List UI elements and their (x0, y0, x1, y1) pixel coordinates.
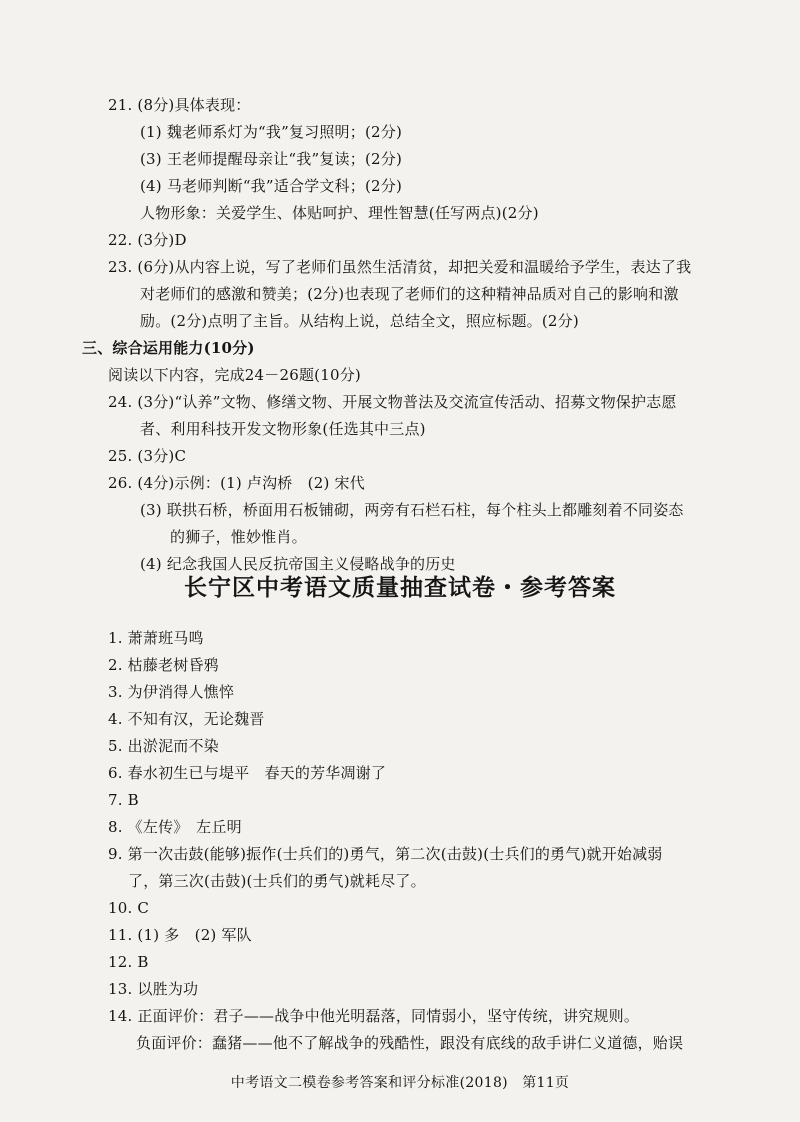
answer-5: 5. 出淤泥而不染 (108, 737, 219, 755)
answer-3: 3. 为伊消得人憔悴 (108, 683, 235, 701)
answer-1: 1. 萧萧班马鸣 (108, 629, 204, 647)
answer-6: 6. 春水初生已与堤平 春天的芳华凋谢了 (108, 764, 387, 782)
answer-8: 8. 《左传》 左丘明 (108, 818, 242, 836)
q23-line-2: 对老师们的感激和赞美；(2分)也表现了老师们的这种精神品质对自己的影响和激 (140, 285, 679, 303)
q26-item-4: (4) 纪念我国人民反抗帝国主义侵略战争的历史 (140, 555, 456, 573)
q21-item-1: (1) 魏老师系灯为“我”复习照明；(2分) (140, 123, 403, 141)
q22: 22. (3分)D (108, 231, 187, 249)
answer-2: 2. 枯藤老树昏鸦 (108, 656, 219, 674)
q25: 25. (3分)C (108, 447, 187, 465)
q24-line-1: 24. (3分)“认养”文物、修缮文物、开展文物普法及交流宣传活动、招募文物保护志愿 (108, 393, 677, 411)
q21-item-4: (4) 马老师判断“我”适合学文科；(2分) (140, 177, 403, 195)
answer-10: 10. C (108, 899, 150, 917)
answer-14-positive: 14. 正面评价：君子——战争中他光明磊落，同情弱小，坚守传统，讲究规则。 (108, 1007, 640, 1025)
q26-head: 26. (4分)示例：(1) 卢沟桥 (2) 宋代 (108, 474, 365, 492)
q26-item-3-line-1: (3) 联拱石桥，桥面用石板铺砌，两旁有石栏石柱，每个柱头上都雕刻着不同姿态 (140, 501, 684, 519)
q21-item-3: (3) 王老师提醒母亲让“我”复读；(2分) (140, 150, 403, 168)
page-footer: 中考语文二模卷参考答案和评分标准(2018) 第11页 (230, 1075, 570, 1091)
answer-4: 4. 不知有汉，无论魏晋 (108, 710, 265, 728)
section3-intro: 阅读以下内容，完成24－26题(10分) (108, 366, 361, 384)
answer-9-line-1: 9. 第一次击鼓(能够)振作(士兵们的)勇气，第二次(击鼓)(士兵们的勇气)就开始减弱 (108, 845, 663, 863)
answer-7: 7. B (108, 791, 139, 809)
page-title: 长宁区中考语文质量抽查试卷・参考答案 (184, 575, 616, 601)
section3-title: 三、综合运用能力(10分) (82, 339, 255, 357)
q26-item-3-line-2: 的狮子，惟妙惟肖。 (170, 528, 307, 546)
q23-line-3: 励。(2分)点明了主旨。从结构上说，总结全文，照应标题。(2分) (140, 312, 579, 330)
q21-image: 人物形象：关爱学生、体贴呵护、理性智慧(任写两点)(2分) (140, 204, 539, 222)
q23-line-1: 23. (6分)从内容上说，写了老师们虽然生活清贫，却把关爱和温暖给予学生，表达了我 (108, 258, 692, 276)
q24-line-2: 者、利用科技开发文物形象(任选其中三点) (140, 420, 426, 438)
answer-9-line-2: 了，第三次(击鼓)(士兵们的勇气)就耗尽了。 (128, 872, 426, 890)
answer-11: 11. (1) 多 (2) 军队 (108, 926, 252, 944)
answer-12: 12. B (108, 953, 149, 971)
answer-13: 13. 以胜为功 (108, 980, 199, 998)
answer-14-negative: 负面评价：蠢猪——他不了解战争的残酷性，跟没有底线的敌手讲仁义道德，贻误 (136, 1034, 684, 1052)
q21-head: 21. (8分)具体表现： (108, 96, 251, 114)
